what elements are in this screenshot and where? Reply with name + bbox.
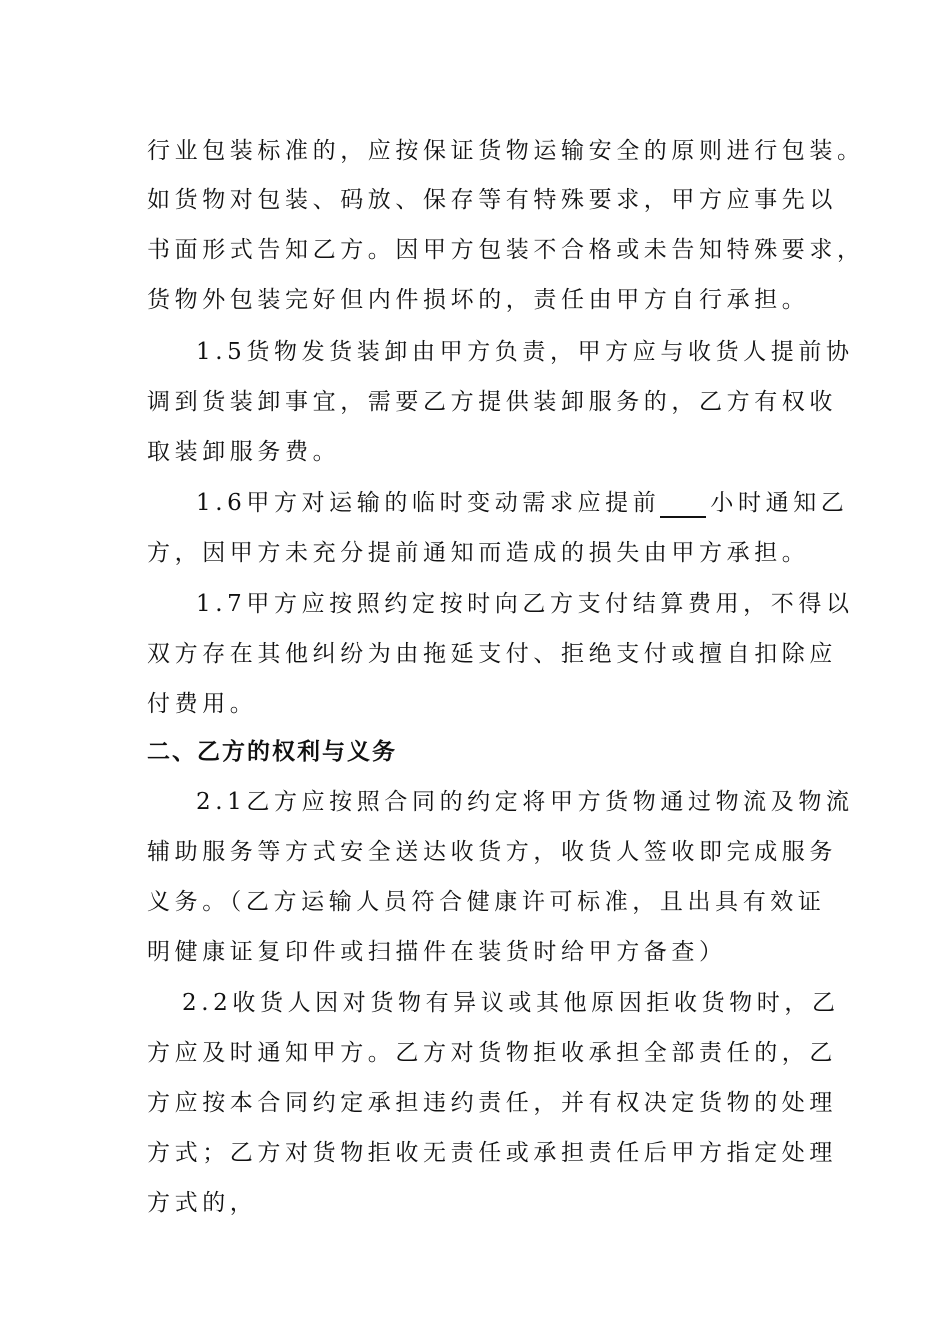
paragraph-line: 付费用。 (147, 691, 258, 717)
clause-1-7: 1.7甲方应按照约定按时向乙方支付结算费用，不得以 (196, 591, 854, 617)
paragraph-line: 调到货装卸事宜，需要乙方提供装卸服务的，乙方有权收 (147, 389, 837, 415)
paragraph-line: 行业包装标准的，应按保证货物运输安全的原则进行包装。 (147, 138, 865, 164)
paragraph-line: 书面形式告知乙方。因甲方包装不合格或未告知特殊要求， (147, 237, 865, 263)
paragraph-line: 明健康证复印件或扫描件在装货时给甲方备查） (147, 939, 727, 965)
paragraph-line: 方，因甲方未充分提前通知而造成的损失由甲方承担。 (147, 540, 810, 566)
paragraph-line: 方式；乙方对货物拒收无责任或承担责任后甲方指定处理 (147, 1140, 837, 1166)
fill-in-blank[interactable] (660, 494, 706, 518)
clause-2-2: 2.2收货人因对货物有异议或其他原因拒收货物时，乙 (182, 990, 840, 1016)
clause-2-1: 2.1乙方应按照合同的约定将甲方货物通过物流及物流 (196, 789, 854, 815)
paragraph-line: 双方存在其他纠纷为由拖延支付、拒绝支付或擅自扣除应 (147, 641, 837, 667)
clause-1-5: 1.5货物发货装卸由甲方负责，甲方应与收货人提前协 (196, 339, 854, 365)
paragraph-line: 货物外包装完好但内件损坏的，责任由甲方自行承担。 (147, 287, 810, 313)
clause-1-6 (196, 488, 848, 518)
section-heading: 二、乙方的权利与义务 (147, 739, 397, 765)
paragraph-line: 取装卸服务费。 (147, 439, 341, 465)
paragraph-line: 辅助服务等方式安全送达收货方，收货人签收即完成服务 (147, 839, 837, 865)
paragraph-line: 方应按本合同约定承担违约责任，并有权决定货物的处理 (147, 1090, 837, 1116)
clause-1-6-part-2: 小时通知乙 (710, 490, 849, 516)
paragraph-line: 义务。（乙方运输人员符合健康许可标准，且出具有效证 (147, 889, 826, 915)
paragraph-line: 如货物对包装、码放、保存等有特殊要求，甲方应事先以 (147, 187, 837, 213)
clause-1-6-part-1: 1.6甲方对运输的临时变动需求应提前 (196, 490, 661, 516)
paragraph-line: 方应及时通知甲方。乙方对货物拒收承担全部责任的，乙 (147, 1040, 837, 1066)
paragraph-line: 方式的， (147, 1190, 258, 1216)
